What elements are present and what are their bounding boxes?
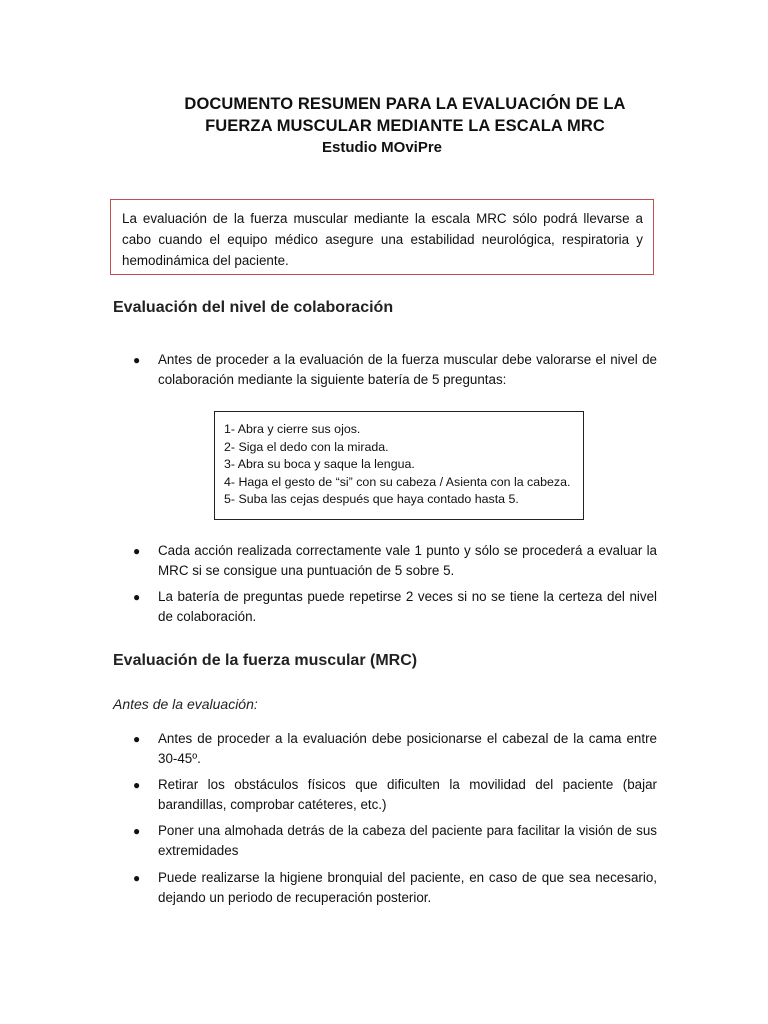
- list-item: [133, 821, 657, 861]
- questions-box: [214, 411, 584, 520]
- notice-box: La evaluación de la fuerza muscular mediante la escala MRC sólo podrá llevarse a cabo cuando el equipo médico asegure una estabilidad neurológica, respiratoria y hemodinámica del paciente.: [110, 199, 654, 275]
- section-heading-mrc: Evaluación de la fuerza muscular (MRC): [113, 652, 418, 669]
- bullet-icon: ●: [133, 732, 141, 746]
- bullet-icon: ●: [133, 590, 141, 604]
- section-heading-colaboracion: Evaluación del nivel de colaboración: [113, 299, 394, 316]
- list-item: [133, 868, 657, 908]
- bullet-icon: ●: [133, 871, 141, 885]
- title-line-1: DOCUMENTO RESUMEN PARA LA EVALUACIÓN DE LA: [184, 95, 626, 113]
- list-item-text: Antes de proceder a la evaluación debe posicionarse el cabezal de la cama entre 30-45º.: [158, 731, 657, 766]
- question-item: 4- Haga el gesto de “si” con su cabeza / Asienta con la cabeza.: [224, 474, 571, 489]
- list-item-text: Poner una almohada detrás de la cabeza del paciente para facilitar la visión de sus extremidades: [158, 823, 657, 858]
- list-item: [133, 775, 657, 815]
- question-item: 1- Abra y cierre sus ojos.: [224, 422, 361, 436]
- list-item: [133, 541, 657, 581]
- bullet-icon: ●: [133, 778, 141, 792]
- document-title: [100, 93, 710, 137]
- bullet-icon: ●: [133, 824, 141, 838]
- title-line-2: FUERZA MUSCULAR MEDIANTE LA ESCALA MRC: [205, 117, 605, 135]
- question-item: 2- Siga el dedo con la mirada.: [224, 439, 389, 454]
- question-item: 5- Suba las cejas después que haya contado hasta 5.: [224, 492, 519, 506]
- list-item-text: Puede realizarse la higiene bronquial del paciente, en caso de que sea necesario, dejando un periodo de recuperación posterior.: [158, 870, 657, 905]
- question-item: 3- Abra su boca y saque la lengua.: [224, 457, 415, 471]
- bullet-icon: ●: [133, 353, 141, 367]
- document-subtitle: Estudio MOviPre: [322, 139, 443, 156]
- list-item-text: Cada acción realizada correctamente vale 1 punto y sólo se procederá a evaluar la MRC si se consigue una puntuación de 5 sobre 5.: [158, 543, 657, 578]
- list-item: [133, 350, 657, 390]
- list-item: [133, 587, 657, 627]
- bullet-icon: ●: [133, 544, 141, 558]
- subsection-heading: Antes de la evaluación:: [113, 696, 258, 712]
- list-item-text: La batería de preguntas puede repetirse 2 veces si no se tiene la certeza del nivel de colaboración.: [158, 589, 657, 624]
- list-item-text: Antes de proceder a la evaluación de la fuerza muscular debe valorarse el nivel de colaboración mediante la siguiente batería de 5 preguntas:: [158, 352, 657, 387]
- list-item: [133, 729, 657, 769]
- list-item-text: Retirar los obstáculos físicos que dificulten la movilidad del paciente (bajar barandillas, comprobar catéteres, etc.): [158, 777, 657, 812]
